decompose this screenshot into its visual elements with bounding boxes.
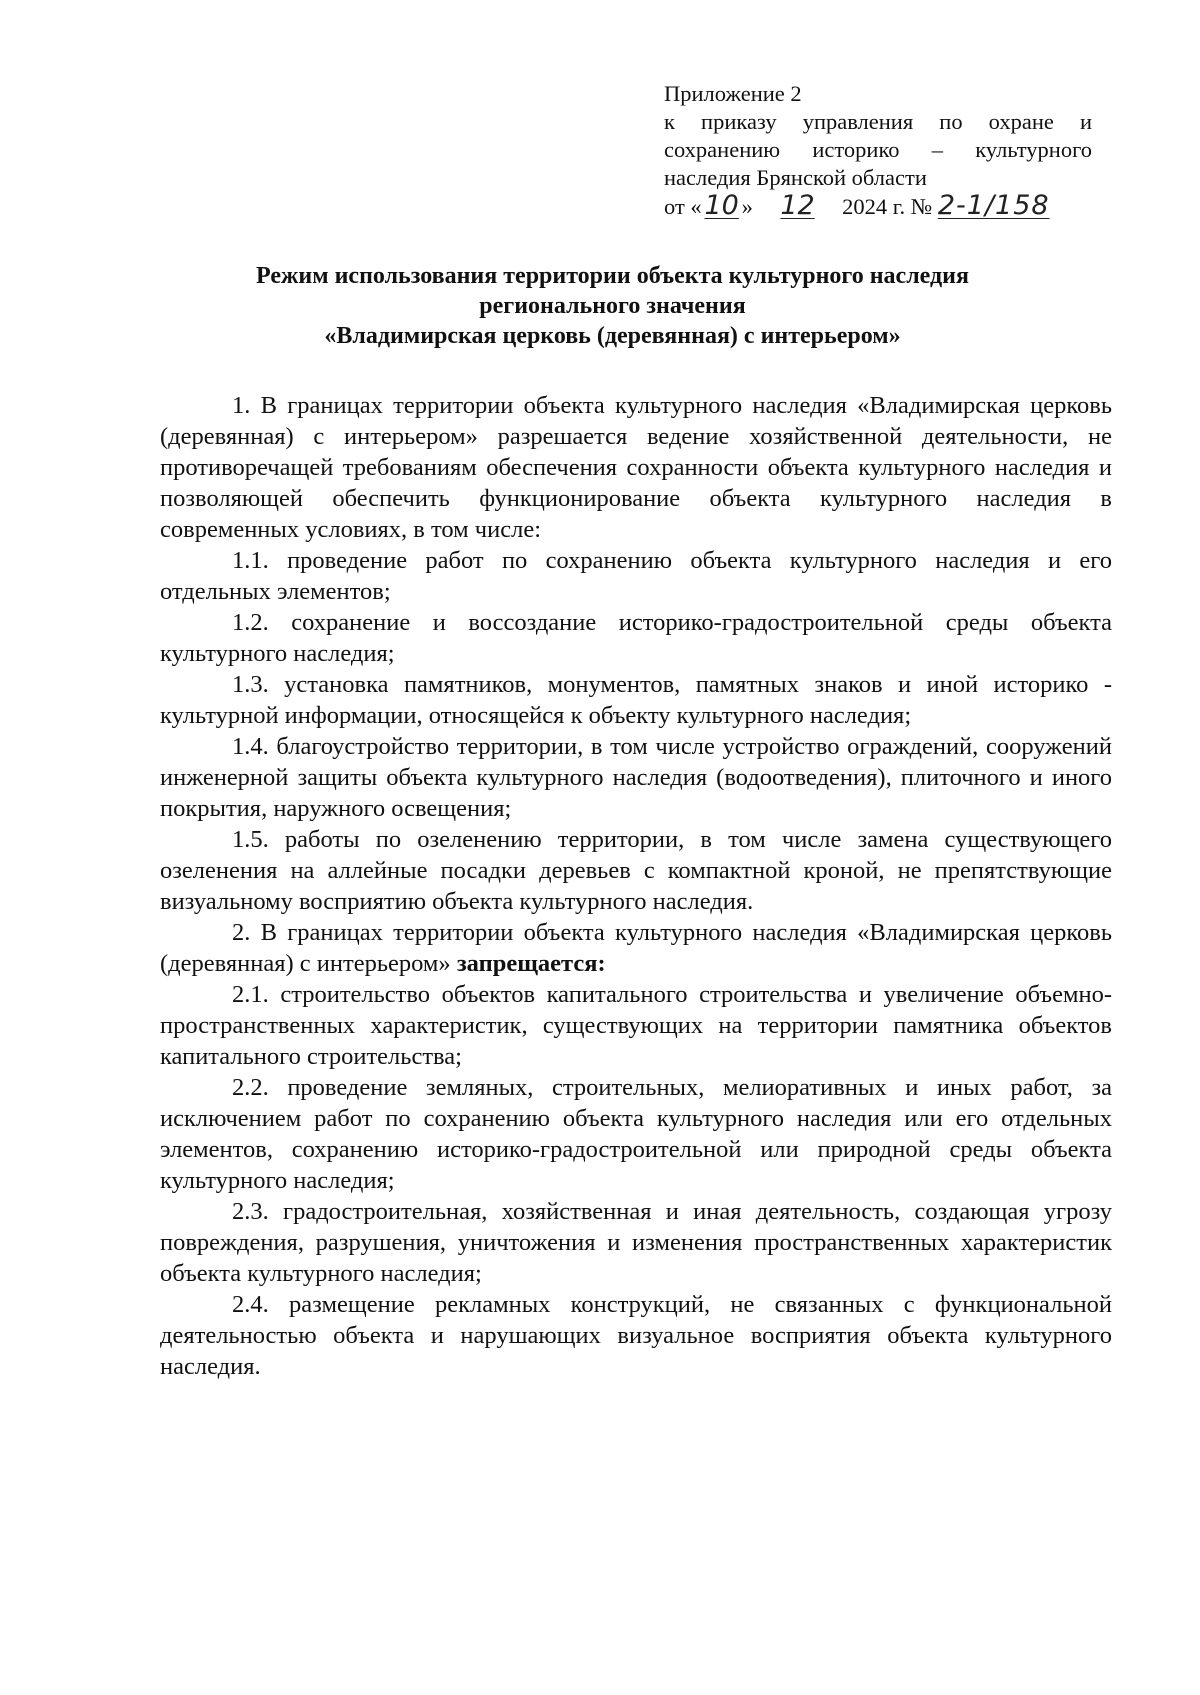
paragraph-2 <box>160 917 1112 979</box>
document-body <box>160 390 1112 1382</box>
document-title <box>150 261 1075 351</box>
paragraph-1-2: 1.2. сохранение и воссоздание историко-градостроительной среды объекта культурного наследия; <box>160 609 1112 667</box>
paragraph-1-3: 1.3. установка памятников, монументов, памятных знаков и иной историко - культурной информации, относящейся к объекту культурного наследия; <box>160 671 1112 729</box>
paragraph-1-5: 1.5. работы по озеленению территории, в том числе замена существующего озеленения на аллейные посадки деревьев с компактной кроной, не препятствующие визуальному восприятию объекта культурного наследия. <box>160 826 1112 915</box>
paragraph-2-4: 2.4. размещение рекламных конструкций, не связанных с функциональной деятельностью объекта и нарушающих визуальное восприятия объекта культурного наследия. <box>160 1291 1112 1380</box>
appendix-label: Приложение 2 <box>664 81 802 106</box>
date-mid: » <box>741 194 753 219</box>
appendix-order-line: сохранению историко – культурного <box>664 137 1092 162</box>
paragraph-2-text: 2. В границах территории объекта культурного наследия «Владимирская церковь (деревянная) с интерьером» <box>160 919 1112 977</box>
paragraph-1-4: 1.4. благоустройство территории, в том числе устройство ограждений, сооружений инженерной защиты объекта культурного наследия (водоотведения), плиточного и иного покрытия, наружного освещения; <box>160 733 1112 822</box>
date-prefix: от « <box>664 194 702 219</box>
handwritten-day: 10 <box>704 190 739 221</box>
handwritten-month: 12 <box>780 190 815 221</box>
paragraph-2-1: 2.1. строительство объектов капитального строительства и увеличение объемно-пространственных характеристик, существующих на территории памятника объектов капитального строительства; <box>160 981 1112 1070</box>
appendix-authority: наследия Брянской области <box>664 165 927 190</box>
title-line: регионального значения <box>479 293 746 319</box>
title-line: Режим использования территории объекта культурного наследия <box>256 263 969 289</box>
handwritten-order-number: 2-1/158 <box>937 190 1050 221</box>
appendix-header <box>664 80 1092 221</box>
paragraph-2-2: 2.2. проведение земляных, строительных, мелиоративных и иных работ, за исключением работ по сохранению объекта культурного наследия или его отдельных элементов, сохранению историко-градостроительной или природной среды объекта культурного наследия; <box>160 1074 1112 1194</box>
appendix-date-line <box>664 192 1092 221</box>
paragraph-2-3: 2.3. градостроительная, хозяйственная и иная деятельность, создающая угрозу повреждения, разрушения, уничтожения и изменения пространственных характеристик объекта культурного наследия; <box>160 1198 1112 1287</box>
date-year: 2024 г. № <box>842 194 933 219</box>
prohibited-label: запрещается: <box>456 950 606 977</box>
paragraph-1: 1. В границах территории объекта культурного наследия «Владимирская церковь (деревянная) с интерьером» разрешается ведение хозяйственной деятельности, не противоречащей требованиям обеспечения сохранности объекта культурного наследия и позволяющей обеспечить функционирование объекта культурного наследия в современных условиях, в том числе: <box>160 392 1112 543</box>
paragraph-1-1: 1.1. проведение работ по сохранению объекта культурного наследия и его отдельных элементов; <box>160 547 1112 605</box>
title-line: «Владимирская церковь (деревянная) с интерьером» <box>324 323 901 349</box>
appendix-order-line: к приказу управления по охране и <box>664 109 1092 134</box>
